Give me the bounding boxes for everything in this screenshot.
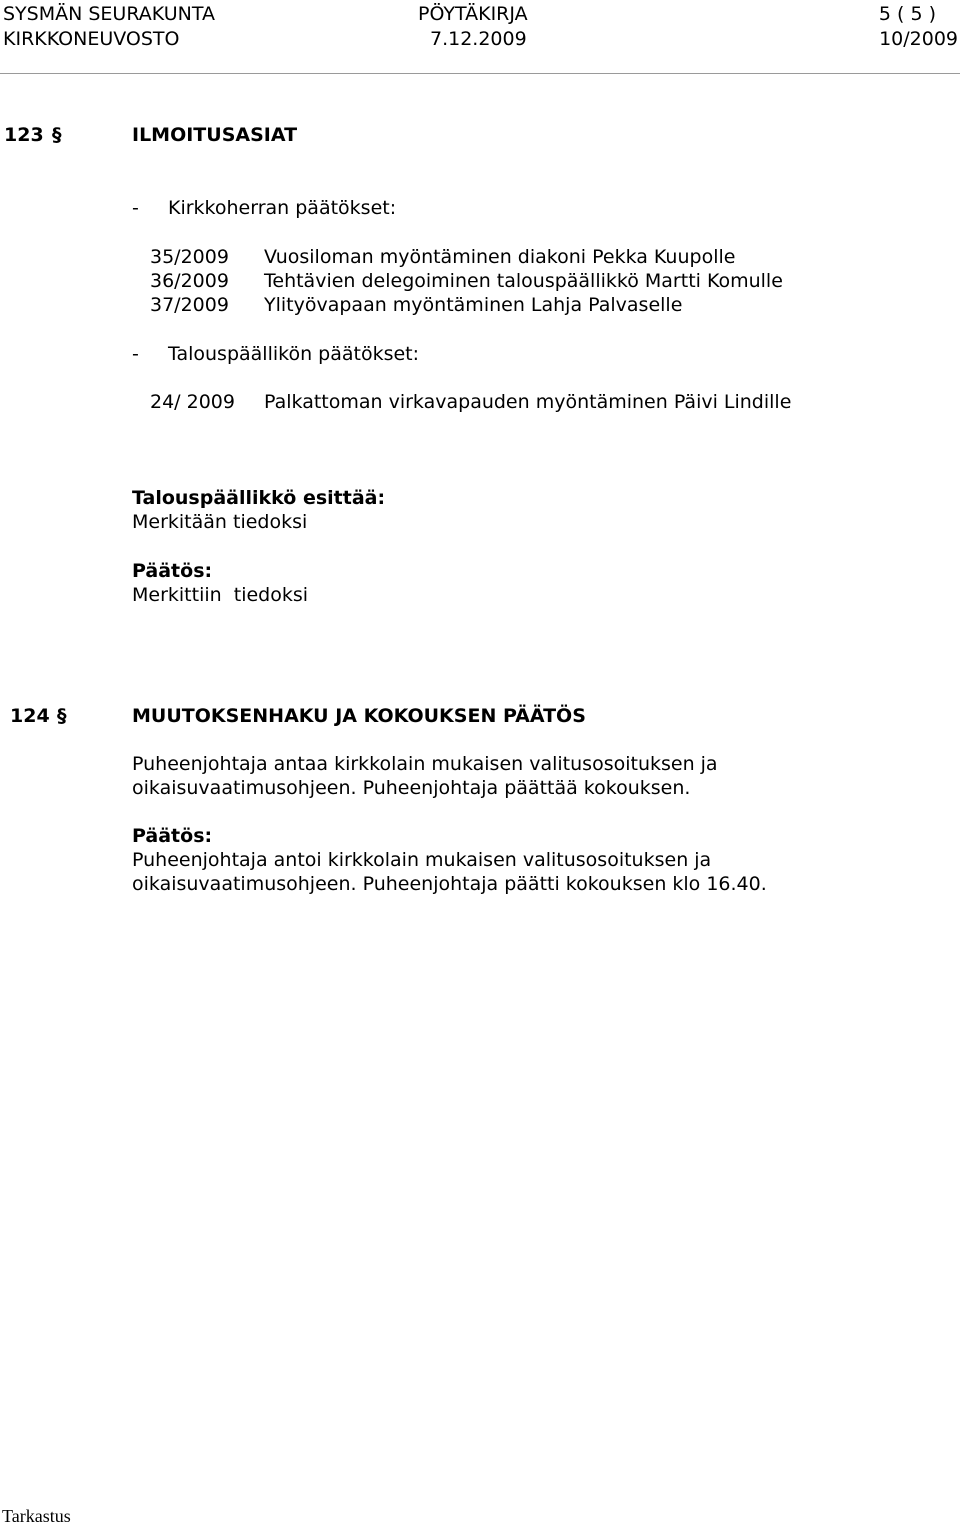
- decision-text: Ylityövapaan myöntäminen Lahja Palvaselle: [264, 294, 683, 316]
- section-title: MUUTOKSENHAKU JA KOKOUKSEN PÄÄTÖS: [132, 705, 586, 727]
- header-divider: [0, 73, 960, 74]
- section-symbol-icon: §: [52, 124, 62, 146]
- page-number: 5 ( 5 ): [878, 3, 936, 25]
- meeting-number: 10/2009: [879, 28, 958, 50]
- section-title: ILMOITUSASIAT: [132, 124, 298, 146]
- org-name: SYSMÄN SEURAKUNTA: [3, 3, 215, 25]
- paragraph-line: Puheenjohtaja antaa kirkkolain mukaisen valitusosoituksen ja: [132, 753, 718, 775]
- decision-line: Puheenjohtaja antoi kirkkolain mukaisen valitusosoituksen ja: [132, 849, 712, 871]
- list-dash: -: [132, 343, 139, 365]
- decision-text: Vuosiloman myöntäminen diakoni Pekka Kuupolle: [264, 246, 736, 268]
- org-body: KIRKKONEUVOSTO: [3, 28, 180, 50]
- decision-text: Palkattoman virkavapauden myöntäminen Päivi Lindille: [264, 391, 792, 413]
- section-symbol-icon: §: [57, 705, 67, 727]
- decision-text: Merkittiin tiedoksi: [132, 584, 309, 606]
- review-label: Tarkastus: [2, 1506, 71, 1526]
- group-label: Kirkkoherran päätökset:: [168, 197, 397, 219]
- decision-code: 35/2009: [150, 246, 229, 268]
- doc-type: PÖYTÄKIRJA: [418, 3, 528, 25]
- decision-label: Päätös:: [132, 560, 213, 582]
- decision-line: oikaisuvaatimusohjeen. Puheenjohtaja päätti kokouksen klo 16.40.: [132, 873, 767, 895]
- section-number: 124: [10, 705, 50, 727]
- decision-label: Päätös:: [132, 825, 213, 847]
- decision-code: 24/ 2009: [150, 391, 235, 413]
- list-dash: -: [132, 197, 139, 219]
- paragraph-line: oikaisuvaatimusohjeen. Puheenjohtaja päättää kokouksen.: [132, 777, 691, 799]
- decision-code: 37/2009: [150, 294, 229, 316]
- meeting-date: 7.12.2009: [430, 28, 527, 50]
- proposal-label: Talouspäällikkö esittää:: [132, 487, 386, 509]
- group-label: Talouspäällikön päätökset:: [168, 343, 420, 365]
- section-number: 123: [4, 124, 44, 146]
- decision-text: Tehtävien delegoiminen talouspäällikkö Martti Komulle: [264, 270, 783, 292]
- decision-code: 36/2009: [150, 270, 229, 292]
- proposal-text: Merkitään tiedoksi: [132, 511, 308, 533]
